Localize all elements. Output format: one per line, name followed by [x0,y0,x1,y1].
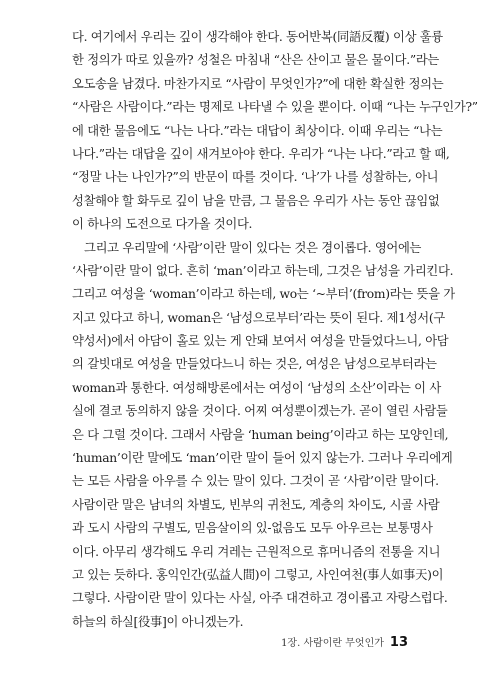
body-text [72,26,478,634]
page-number: 13 [389,635,408,650]
text-line: 이 하나의 도전으로 다가올 것이다. [72,217,253,232]
text-line: 하늘의 하실[役事]이 아니겠는가. [72,614,244,629]
text-line: “정말 나는 나인가?”의 반문이 따를 것이다. ‘나’가 나를 성찰하는, 아니 [72,170,439,185]
text-line: 성찰해야 할 화두로 깊이 남을 만큼, 그 물음은 우리가 사는 동안 끊임없 [72,193,440,208]
text-line: 약성서)에서 아담이 홀로 있는 게 안돼 보여서 여성을 만들었다느니, 아담 [72,334,449,349]
text-line: 한 정의가 따로 있을까? 성철은 마침내 “산은 산이고 물은 물이다.”라는 [72,53,439,68]
text-line: 그리고 여성을 ‘woman’이라고 하는데, wo는 ‘~부터’(from)라는 뜻을 가 [72,287,455,302]
text-line: 과 도시 사람의 구별도, 믿음살이의 있-없음도 모두 아우르는 보통명사 [72,521,433,536]
text-line: ‘human’이란 말에도 ‘man’이란 말이 들어 있지 않는가. 그러나 우리에게 [72,451,453,466]
paragraph-2 [72,237,455,635]
text-line: 에 대한 물음에도 “나는 나다.”라는 대답이 최상이다. 이때 우리는 “나는 [72,123,443,138]
text-line: 는 모든 사람을 아우를 수 있는 말이 있다. 그것이 곧 ‘사람’이란 말이다. [72,474,439,489]
text-line: 그리고 우리말에 ‘사람’이란 말이 있다는 것은 경이롭다. 영어에는 [84,240,422,255]
running-chapter-title: 1장. 사람이란 무엇인가 [281,638,384,649]
text-line: 다. 여기에서 우리는 깊이 생각해야 한다. 동어반복(同語反覆) 이상 훌륭 [72,30,443,44]
text-line: 오도송을 남겼다. 마찬가지로 “사람이 무엇인가?”에 대한 확실한 정의는 [72,76,444,91]
text-line: 실에 결코 동의하지 않을 것이다. 어찌 여성뿐이겠는가. 곧이 열린 사람들 [72,404,448,419]
text-line: 그렇다. 사람이란 말이 있다는 사실, 아주 대견하고 경이롭고 자랑스럽다. [72,591,448,606]
text-line: ‘사람’이란 말이 없다. 흔히 ‘man’이라고 하는데, 그것은 남성을 가리킨다. [72,263,454,278]
text-line: 이다. 아무리 생각해도 우리 겨레는 근원적으로 휴머니즘의 전통을 지니 [72,544,441,559]
text-line: 의 갈빗대로 여성을 만들었다느니 하는 것은, 여성은 남성으로부터라는 [72,357,437,372]
text-line: 사람이란 말은 남녀의 차별도, 빈부의 귀천도, 계층의 차이도, 시골 사람 [72,497,440,512]
text-line: “사람은 사람이다.”라는 명제로 나타낼 수 있을 뿐이다. 이때 “나는 누구인가?” [72,100,478,115]
text-line: woman과 통한다. 여성해방론에서는 여성이 ‘남성의 소산’이라는 이 사 [72,380,441,395]
text-line: 지고 있다고 하니, woman은 ‘남성으로부터’라는 뜻이 된다. 제1성서(구 [72,310,445,325]
paragraph-1 [72,26,478,237]
text-line: 나다.”라는 대답을 깊이 새겨보아야 한다. 우리가 “나는 나다.”라고 할 때, [72,146,450,161]
text-line: 은 다 그럴 것이다. 그래서 사람을 ‘human being’이라고 하는 모양인데, [72,427,449,442]
page-footer [281,634,408,650]
text-line: 고 있는 듯하다. 홍익인간(弘益人間)이 그렇고, 사인여천(事人如事天)이 [72,567,444,582]
